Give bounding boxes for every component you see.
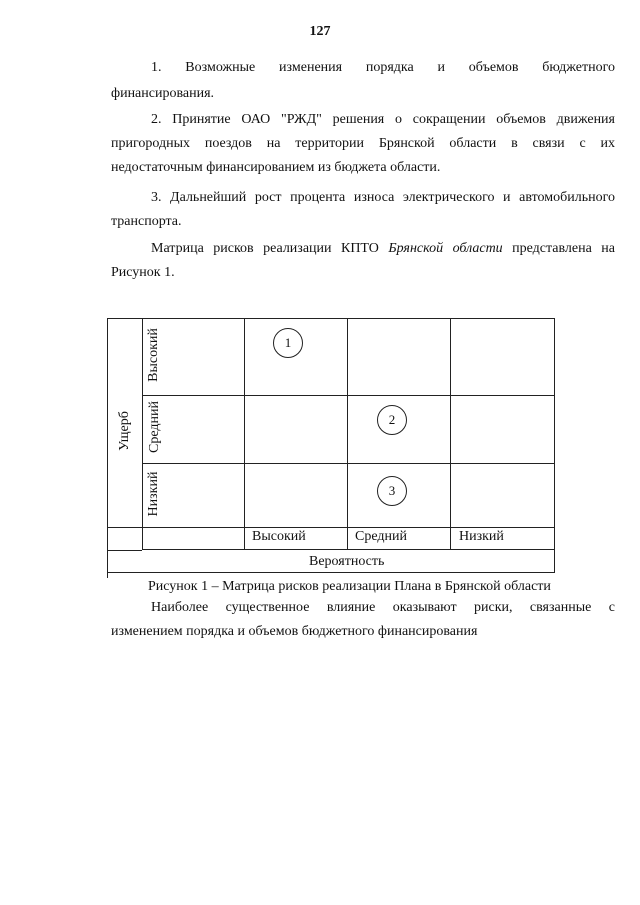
paragraph-5-line-1: Наиболее существенное влияние оказывают риски, связанные с (151, 600, 615, 615)
col-label-medium: Средний (355, 529, 407, 544)
paragraph-2-line-3: недостаточным финансированием из бюджета области. (111, 160, 441, 175)
risk-marker-3: 3 (377, 476, 407, 506)
risk-marker-1: 1 (273, 328, 303, 358)
grid-line (107, 527, 555, 528)
paragraph-5-line-2: изменением порядка и объемов бюджетного финансирования (111, 624, 478, 639)
figure-caption: Рисунок 1 – Матрица рисков реализации Плана в Брянской области (148, 579, 551, 594)
paragraph-2-line-2: пригородных поездов на территории Брянской области в связи с их (111, 136, 615, 151)
paragraph-4-text-b: представлена на (502, 241, 615, 256)
grid-line (244, 318, 245, 549)
grid-line (142, 318, 143, 549)
paragraph-1-line-2: финансирования. (111, 86, 215, 101)
grid-line (142, 395, 555, 396)
col-label-high: Высокий (252, 529, 306, 544)
grid-line (450, 318, 451, 549)
paragraph-3-line-1: 3. Дальнейший рост процента износа электрического и автомобильного (151, 190, 615, 205)
grid-line (347, 318, 348, 549)
paragraph-2-line-1: 2. Принятие ОАО "РЖД" решения о сокращении объемов движения (151, 112, 615, 127)
y-axis-title: Ущерб (117, 411, 132, 451)
page-number: 127 (309, 24, 331, 39)
grid-line (554, 318, 555, 573)
x-axis-title: Вероятность (309, 554, 385, 569)
risk-marker-2: 2 (377, 405, 407, 435)
grid-line (107, 572, 555, 573)
grid-line (142, 463, 555, 464)
paragraph-1-line-1: 1. Возможные изменения порядка и объемов бюджетного (151, 60, 615, 75)
grid-line (142, 549, 555, 550)
col-label-low: Низкий (459, 529, 504, 544)
paragraph-5 (111, 596, 615, 644)
paragraph-4-text-italic: Брянской области (388, 241, 503, 256)
grid-line (107, 318, 555, 319)
paragraph-3-line-2: транспорта. (111, 214, 182, 229)
paragraph-4-text-a: Матрица рисков реализации КПТО (151, 241, 389, 256)
grid-line (107, 550, 142, 551)
row-label-low: Низкий (146, 471, 161, 517)
paragraph-4-line-2: Рисунок 1. (111, 265, 175, 280)
row-label-high: Высокий (146, 328, 161, 382)
row-label-medium: Средний (147, 401, 162, 453)
grid-line (107, 318, 108, 578)
